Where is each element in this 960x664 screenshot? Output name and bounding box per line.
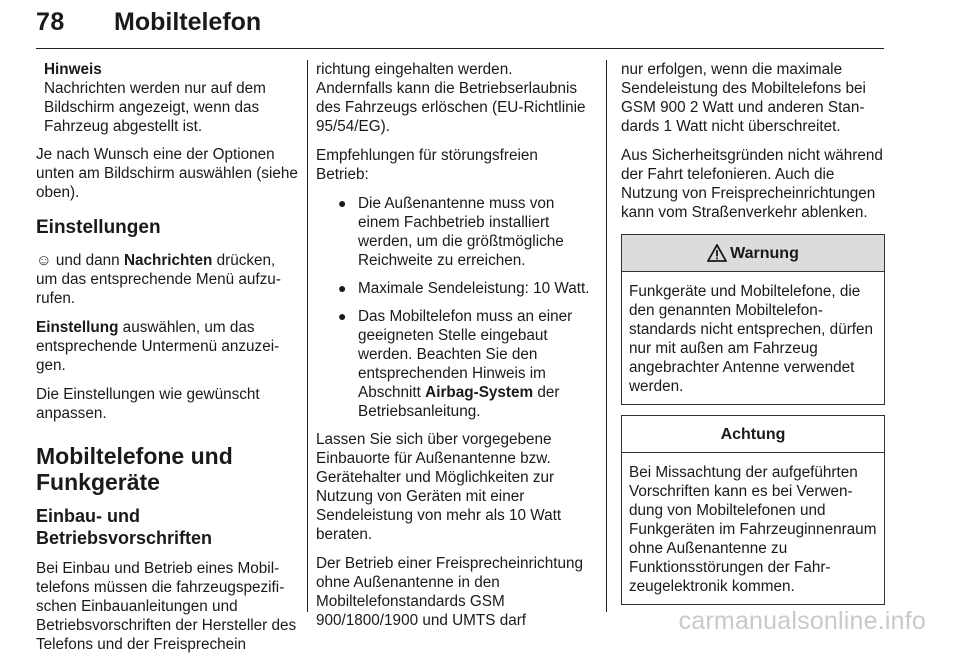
paragraph: Empfehlungen für störungsfreien Betrieb: [316, 147, 538, 183]
section-title: Mobiltelefon [114, 8, 262, 36]
column-divider [606, 60, 607, 612]
paragraph: richtung eingehalten werden. Andernfalls kann die Betriebserlaubnis des Fahrzeugs erlöschen (EU-Richtlinie 95/54/EG). [316, 61, 586, 135]
note-title: Hinweis [44, 61, 102, 78]
warning-box [621, 234, 885, 405]
paragraph: Je nach Wunsch eine der Optionen unten am Bildschirm auswählen (siehe oben). [36, 146, 298, 201]
caution-box [621, 415, 885, 605]
bullet-list [316, 194, 591, 421]
column-3 [621, 60, 886, 605]
list-item: ● Die Außenantenne muss von einem Fachbetrieb installiert werden, um die größtmögliche Reichweite zu erreichen. [338, 195, 564, 269]
caution-title: Achtung [720, 425, 786, 443]
paragraph: ☺ und dann Nachrichten drücken, um das entsprechende Menü aufzurufen. [36, 252, 281, 307]
bullet-icon: ● [338, 280, 347, 296]
warning-header [622, 235, 884, 272]
paragraph: Die Einstellungen wie gewünscht anpassen. [36, 386, 260, 422]
bullet-icon: ● [338, 195, 347, 211]
caution-header [622, 416, 884, 453]
note-text: Nachrichten werden nur auf dem Bildschirm angezeigt, wenn das Fahrzeug abgestellt ist. [44, 80, 266, 135]
column-1 [36, 60, 298, 664]
paragraph: Bei Einbau und Betrieb eines Mobiltelefons müssen die fahrzeugspezifischen Einbauanleitungen und Betriebsvorschriften der Hersteller des Telefons und der Freisprechein [36, 560, 297, 653]
list-item: ● Maximale Sendeleistung: 10 Watt. [338, 280, 590, 297]
paragraph: Lassen Sie sich über vorgegebene Einbauorte für Außenantenne bzw. Gerätehalter und Möglichkeiten zur Nutzung von Geräten mit einer Sendeleistung von mehr als 10 Watt beraten. [316, 431, 562, 543]
paragraph: Aus Sicherheitsgründen nicht während der Fahrt telefonieren. Auch die Nutzung von Freisprecheinrichtungen kann vom Straßenverkehr ablenken. [621, 147, 883, 221]
warning-triangle-icon [707, 244, 727, 262]
inline-bold: Airbag-System [425, 384, 534, 401]
paragraph: nur erfolgen, wenn die maximale Sendeleistung des Mobiltelefons bei GSM 900 2 Watt und anderen Standards 1 Watt nicht überschreitet. [621, 61, 866, 135]
warning-text: Funkgeräte und Mobiltelefone, die den genannten Mobiltelefonstandards nicht entsprechen, dürfen nur mit außen am Fahrzeug angebrachter Antenne verwendet werden. [629, 283, 874, 395]
bullet-icon: ● [338, 308, 347, 324]
home-icon: ☺ [36, 252, 52, 269]
warning-title: Warnung [730, 244, 799, 262]
subsection-heading: Einbau- und Betriebsvorschriften [36, 506, 213, 548]
header-divider [36, 48, 884, 49]
column-2 [316, 60, 591, 640]
chapter-heading: Mobiltelefone und Funkgeräte [36, 443, 233, 495]
caution-text: Bei Missachtung der aufgeführten Vorschriften kann es bei Verwendung von Mobiltelefonen und Funkgeräten im Fahrzeuginnenraum ohne Außenantenne zu Funktionsstörungen der Fahrzeugelektronik kommen. [629, 464, 877, 595]
inline-bold: Nachrichten [123, 252, 213, 269]
watermark: carmanualsonline.info [678, 607, 926, 635]
subheading-einstellungen: Einstellungen [36, 217, 161, 238]
paragraph: Der Betrieb einer Freisprecheinrichtung ohne Außenantenne in den Mobiltelefonstandards GSM 900/1800/1900 und UMTS darf [316, 555, 583, 629]
page-header [36, 8, 884, 48]
column-divider [307, 60, 308, 612]
list-item: ● Das Mobiltelefon muss an einer geeigneten Stelle eingebaut werden. Beachten Sie den entsprechenden Hinweis im Abschnitt Airbag-System der Betriebsanleitung. [338, 308, 573, 420]
paragraph: Einstellung auswählen, um das entsprechende Untermenü anzuzeigen. [36, 319, 280, 374]
note-block [44, 60, 298, 136]
page-number: 78 [36, 8, 65, 36]
inline-bold: Einstellung [36, 319, 119, 336]
